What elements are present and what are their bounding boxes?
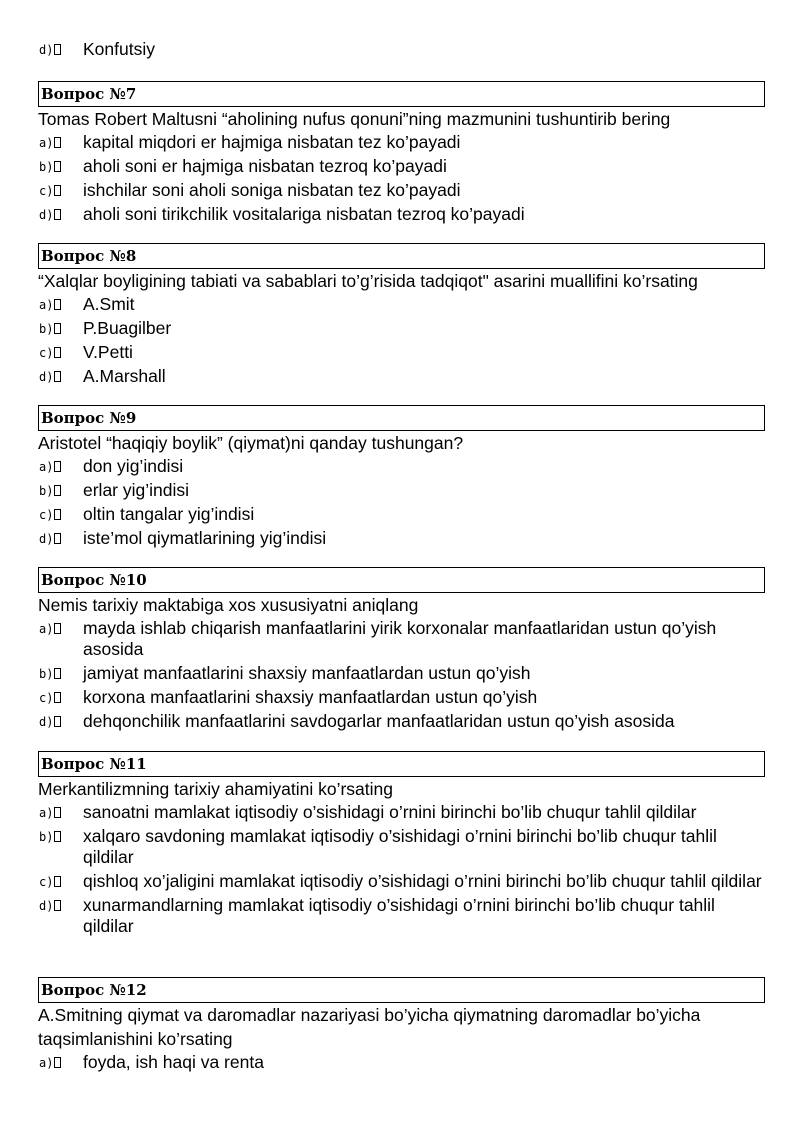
answer-text: jamiyat manfaatlarini shaxsiy manfaatlardan ustun qo’yish [83,663,531,683]
answer-letter: a) [39,1056,61,1070]
answer-text: erlar yig’indisi [83,480,190,500]
checkbox-icon [54,347,61,358]
answer-letter: d) [39,715,61,729]
answer-text: foyda, ish haqi va renta [83,1052,264,1072]
question-header: Вопрос №8 [38,243,765,269]
checkbox-icon [54,668,61,679]
answer-text: oltin tangalar yig’indisi [83,504,255,524]
question-12 [38,977,766,1075]
answer-letter: b) [39,667,61,681]
checkbox-icon [54,371,61,382]
checkbox-icon [54,461,61,472]
answer-option [38,317,766,341]
checkbox-icon [54,1057,61,1068]
checkbox-icon [54,509,61,520]
question-7 [38,81,766,227]
checkbox-icon [54,299,61,310]
answer-text: V.Petti [83,342,133,362]
answer-text: mayda ishlab chiqarish manfaatlarini yirik korxonalar manfaatlaridan ustun qo’yish asosida [83,618,717,659]
answer-option [38,479,766,503]
answer-letter: c) [39,184,61,198]
answer-letter: b) [39,160,61,174]
answer-option [38,503,766,527]
answer-option [38,341,766,365]
answer-text: kapital miqdori er hajmiga nisbatan tez ko’payadi [83,132,461,152]
question-8 [38,243,766,389]
answer-letter: b) [39,484,61,498]
answer-text: dehqonchilik manfaatlarini savdogarlar manfaatlaridan ustun qo’yish asosida [83,711,675,731]
answer-letter: d) [39,208,61,222]
question-text: Nemis tarixiy maktabiga xos xususiyatni aniqlang [38,595,419,615]
answer-option [38,293,766,317]
answer-letter: d) [39,899,61,913]
answer-text: qishloq xo’jaligini mamlakat iqtisodiy o’sishidagi o’rnini birinchi bo’lib chuqur tahlil qildilar [83,871,762,891]
answer-list [38,455,766,551]
answer-text: A.Marshall [83,366,166,386]
answer-letter: b) [39,830,61,844]
answer-option [38,365,766,389]
answer-option [38,1051,766,1075]
answer-option [38,131,766,155]
answer-letter: a) [39,136,61,150]
answer-letter: d) [39,532,61,546]
answer-option [38,870,766,894]
answer-letter: b) [39,322,61,336]
answer-text: korxona manfaatlarini shaxsiy manfaatlardan ustun qo’yish [83,687,538,707]
checkbox-icon [54,485,61,496]
answer-option [38,710,766,734]
answer-list [38,1051,766,1075]
answer-option [38,155,766,179]
checkbox-icon [54,900,61,911]
answer-list [38,293,766,389]
answer-text: aholi soni tirikchilik vositalariga nisbatan tezroq ko’payadi [83,204,525,224]
answer-option [38,662,766,686]
answer-text: Konfutsiy [83,39,155,59]
answer-letter: d) [39,370,61,384]
answer-text: ishchilar soni aholi soniga nisbatan tez ko’payadi [83,180,461,200]
question-header: Вопрос №10 [38,567,765,593]
question-10 [38,567,766,734]
answer-option [38,801,766,825]
answer-list [38,617,766,734]
question-header: Вопрос №11 [38,751,765,777]
answer-option [38,38,766,62]
answer-list [38,801,766,939]
question-6-tail [38,38,766,62]
answer-text: iste’mol qiymatlarining yig’indisi [83,528,327,548]
answer-option [38,617,766,662]
checkbox-icon [54,161,61,172]
checkbox-icon [54,876,61,887]
checkbox-icon [54,209,61,220]
answer-text: don yig’indisi [83,456,184,476]
answer-text: P.Buagilber [83,318,172,338]
checkbox-icon [54,44,61,55]
answer-option [38,179,766,203]
question-text: Aristotel “haqiqiy boylik” (qiymat)ni qanday tushungan? [38,433,464,453]
answer-text: sanoatni mamlakat iqtisodiy o’sishidagi o’rnini birinchi bo’lib chuqur tahlil qildilar [83,802,697,822]
checkbox-icon [54,137,61,148]
question-text: Tomas Robert Maltusni “aholining nufus qonuni”ning mazmunini tushuntirib bering [38,109,671,129]
question-header: Вопрос №12 [38,977,765,1003]
checkbox-icon [54,533,61,544]
answer-letter: a) [39,298,61,312]
answer-option [38,894,766,939]
question-header: Вопрос №9 [38,405,765,431]
question-header: Вопрос №7 [38,81,765,107]
answer-letter: c) [39,508,61,522]
answer-letter: d) [39,43,61,57]
answer-text: xunarmandlarning mamlakat iqtisodiy o’sishidagi o’rnini birinchi bo’lib chuqur tahlil qildilar [83,895,715,936]
answer-letter: c) [39,691,61,705]
answer-letter: a) [39,806,61,820]
checkbox-icon [54,807,61,818]
answer-option [38,527,766,551]
question-9 [38,405,766,551]
answer-option [38,455,766,479]
answer-text: aholi soni er hajmiga nisbatan tezroq ko’payadi [83,156,447,176]
checkbox-icon [54,716,61,727]
checkbox-icon [54,623,61,634]
checkbox-icon [54,185,61,196]
answer-option [38,203,766,227]
answer-list [38,131,766,227]
answer-option [38,825,766,870]
answer-option [38,686,766,710]
question-11 [38,751,766,939]
checkbox-icon [54,831,61,842]
answer-letter: a) [39,460,61,474]
answer-letter: c) [39,875,61,889]
checkbox-icon [54,323,61,334]
checkbox-icon [54,692,61,703]
answer-text: A.Smit [83,294,135,314]
answer-letter: a) [39,622,61,636]
question-text: Merkantilizmning tarixiy ahamiyatini ko’rsating [38,779,393,799]
answer-letter: c) [39,346,61,360]
question-text: A.Smitning qiymat va daromadlar nazariyasi bo’yicha qiymatning daromadlar bo’yicha taqsimlanishini ko’rsating [38,1005,701,1049]
answer-list [38,38,766,62]
answer-text: xalqaro savdoning mamlakat iqtisodiy o’sishidagi o’rnini birinchi bo’lib chuqur tahlil qildilar [83,826,717,867]
question-text: “Xalqlar boyligining tabiati va sabablari to’g’risida tadqiqot" asarini muallifini ko’rsating [38,271,698,291]
